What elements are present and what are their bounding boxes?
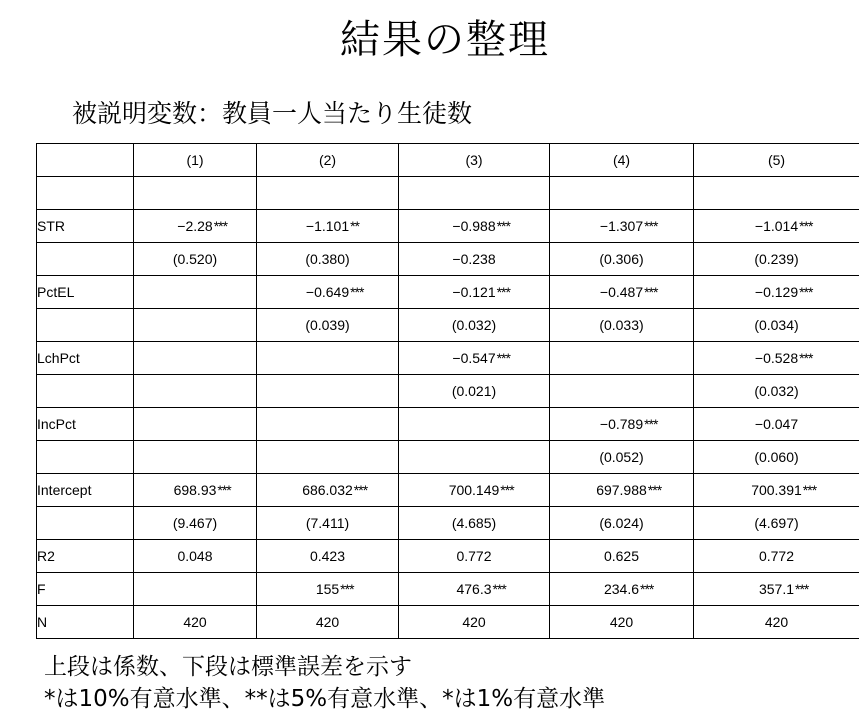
cell-value: −0.547 — [452, 350, 496, 366]
table-cell — [550, 177, 694, 210]
table-cell — [257, 507, 399, 540]
row-label: F — [37, 573, 134, 606]
significance-stars: *** — [799, 218, 813, 234]
table-cell — [134, 210, 257, 243]
table-header-row — [37, 144, 859, 177]
cell-value: 686.032 — [302, 482, 353, 498]
cell-value: (4.697) — [754, 515, 799, 531]
cell-value: (0.039) — [305, 317, 350, 333]
significance-stars: *** — [644, 284, 658, 300]
significance-stars: ** — [350, 218, 360, 234]
cell-value: (0.021) — [451, 383, 497, 399]
cell-value: 0.048 — [177, 548, 213, 564]
page-title: 結果の整理 — [340, 17, 550, 63]
table-row — [37, 210, 859, 243]
significance-stars: *** — [340, 581, 354, 597]
significance-stars: *** — [802, 482, 817, 498]
table-cell — [257, 309, 399, 342]
table-row — [37, 309, 859, 342]
cell-value: 0.625 — [603, 548, 640, 564]
cell-value: (7.411) — [305, 515, 350, 531]
table-cell — [694, 474, 859, 507]
table-row — [37, 342, 859, 375]
table-cell — [399, 408, 550, 441]
cell-value: 420 — [462, 614, 486, 630]
table-cell — [257, 573, 399, 606]
table-cell — [694, 408, 859, 441]
cell-value: (0.520) — [172, 251, 218, 267]
table-cell — [134, 408, 257, 441]
row-label — [37, 309, 134, 342]
cell-value: 420 — [609, 614, 634, 630]
table-cell — [399, 375, 550, 408]
row-label: LchPct — [37, 342, 134, 375]
table-cell — [550, 276, 694, 309]
cell-value: (0.306) — [599, 251, 644, 267]
cell-value: −0.528 — [754, 350, 799, 366]
cell-value: −1.307 — [599, 218, 644, 234]
footnote-coefficients: 上段は係数、下段は標準誤差を示す — [44, 654, 412, 680]
table-cell — [134, 540, 257, 573]
significance-stars: *** — [799, 350, 813, 366]
row-label — [37, 375, 134, 408]
cell-value: (0.380) — [305, 251, 350, 267]
significance-stars: *** — [799, 284, 813, 300]
table-cell — [399, 540, 550, 573]
table-row — [37, 243, 859, 276]
table-cell — [550, 309, 694, 342]
table-cell — [134, 606, 257, 639]
cell-value: −0.129 — [754, 284, 799, 300]
table-cell — [550, 474, 694, 507]
table-cell — [134, 474, 257, 507]
regression-results-table — [36, 143, 859, 639]
table-cell — [694, 573, 859, 606]
table-row — [37, 177, 859, 210]
footnote-significance: *は10%有意水準、**は5%有意水準、*は1%有意水準 — [44, 686, 606, 712]
significance-stars: *** — [213, 218, 228, 234]
table-cell — [550, 507, 694, 540]
cell-value: (0.033) — [599, 317, 644, 333]
cell-value: (0.052) — [599, 449, 644, 465]
cell-value: 234.6 — [603, 581, 640, 597]
row-label: STR — [37, 210, 134, 243]
header-model-5: (5) — [694, 144, 859, 177]
row-label — [37, 243, 134, 276]
cell-value: −1.101 — [305, 218, 350, 234]
significance-stars: *** — [644, 416, 658, 432]
cell-value: (4.685) — [451, 515, 497, 531]
cell-value: 420 — [183, 614, 207, 630]
table-cell — [694, 507, 859, 540]
table-cell — [257, 177, 399, 210]
table-cell — [399, 342, 550, 375]
header-model-3: (3) — [399, 144, 550, 177]
significance-stars: *** — [350, 284, 364, 300]
cell-value: −2.28 — [177, 218, 213, 234]
table-cell — [257, 408, 399, 441]
table-cell — [399, 210, 550, 243]
table-row — [37, 276, 859, 309]
cell-value: (0.032) — [451, 317, 497, 333]
table-cell — [694, 276, 859, 309]
significance-stars: *** — [500, 482, 514, 498]
header-model-4: (4) — [550, 144, 694, 177]
cell-value: (0.060) — [754, 449, 799, 465]
cell-value: 0.423 — [309, 548, 346, 564]
table-cell — [550, 375, 694, 408]
table-row — [37, 573, 859, 606]
table-cell — [257, 540, 399, 573]
table-cell — [399, 243, 550, 276]
dependent-variable-subtitle: 被説明変数：教員一人当たり生徒数 — [72, 99, 473, 128]
table-cell — [134, 243, 257, 276]
cell-value: 420 — [315, 614, 340, 630]
row-label: Intercept — [37, 474, 134, 507]
table-cell — [134, 276, 257, 309]
significance-stars: *** — [492, 581, 506, 597]
table-cell — [257, 474, 399, 507]
significance-stars: *** — [644, 218, 658, 234]
row-label — [37, 507, 134, 540]
cell-value: 420 — [764, 614, 789, 630]
significance-stars: *** — [496, 284, 510, 300]
table-cell — [694, 540, 859, 573]
table-cell — [134, 573, 257, 606]
cell-value: 0.772 — [456, 548, 492, 564]
table-row — [37, 408, 859, 441]
cell-value: 0.772 — [758, 548, 795, 564]
table-row — [37, 507, 859, 540]
table-cell — [694, 375, 859, 408]
table-row — [37, 606, 859, 639]
significance-stars: *** — [217, 482, 231, 498]
cell-value: (0.032) — [754, 383, 799, 399]
table-cell — [399, 573, 550, 606]
table-cell — [550, 408, 694, 441]
row-label: N — [37, 606, 134, 639]
header-corner-cell — [37, 144, 134, 177]
table-cell — [550, 606, 694, 639]
table-cell — [134, 441, 257, 474]
row-label — [37, 441, 134, 474]
cell-value: (0.034) — [754, 317, 799, 333]
cell-value: −1.014 — [754, 218, 799, 234]
row-label: PctEL — [37, 276, 134, 309]
cell-value: 698.93 — [173, 482, 217, 498]
table-cell — [694, 309, 859, 342]
table-cell — [257, 375, 399, 408]
table-cell — [399, 309, 550, 342]
table-cell — [550, 210, 694, 243]
table-cell — [550, 243, 694, 276]
cell-value: −0.047 — [754, 416, 799, 432]
cell-value: 476.3 — [456, 581, 492, 597]
cell-value: −0.649 — [305, 284, 350, 300]
table-cell — [399, 606, 550, 639]
table-cell — [257, 441, 399, 474]
table-cell — [399, 177, 550, 210]
table-cell — [399, 276, 550, 309]
table-cell — [399, 441, 550, 474]
table-cell — [134, 375, 257, 408]
header-model-1: (1) — [134, 144, 257, 177]
cell-value: −0.789 — [599, 416, 644, 432]
table-row — [37, 474, 859, 507]
significance-stars: *** — [496, 350, 510, 366]
table-cell — [694, 441, 859, 474]
table-cell — [694, 342, 859, 375]
cell-value: (6.024) — [599, 515, 644, 531]
header-model-2: (2) — [257, 144, 399, 177]
table-row — [37, 441, 859, 474]
cell-value: (0.239) — [754, 251, 799, 267]
table-cell — [257, 276, 399, 309]
cell-value: 155 — [315, 581, 340, 597]
cell-value: 697.988 — [596, 482, 647, 498]
significance-stars: *** — [353, 482, 368, 498]
table-cell — [694, 210, 859, 243]
table-cell — [257, 342, 399, 375]
table-cell — [550, 441, 694, 474]
cell-value: 700.391 — [751, 482, 802, 498]
table-cell — [257, 210, 399, 243]
table-cell — [694, 177, 859, 210]
table-row — [37, 540, 859, 573]
footnotes — [44, 651, 605, 715]
cell-value: (9.467) — [172, 515, 218, 531]
table-cell — [257, 243, 399, 276]
table-cell — [257, 606, 399, 639]
table-cell — [550, 573, 694, 606]
table-cell — [399, 474, 550, 507]
table-cell — [134, 177, 257, 210]
table-cell — [134, 309, 257, 342]
table-cell — [694, 606, 859, 639]
table-cell — [134, 507, 257, 540]
significance-stars: *** — [496, 218, 510, 234]
table-cell — [550, 540, 694, 573]
table-row — [37, 375, 859, 408]
table-cell — [399, 507, 550, 540]
table-cell — [550, 342, 694, 375]
table-cell — [694, 243, 859, 276]
cell-value: −0.487 — [599, 284, 644, 300]
significance-stars: *** — [795, 581, 809, 597]
row-label: IncPct — [37, 408, 134, 441]
cell-value: 357.1 — [758, 581, 795, 597]
cell-value: −0.238 — [452, 251, 496, 267]
row-label: R2 — [37, 540, 134, 573]
table-cell — [134, 342, 257, 375]
cell-value: 700.149 — [448, 482, 500, 498]
significance-stars: *** — [647, 482, 662, 498]
cell-value: −0.988 — [452, 218, 496, 234]
significance-stars: *** — [640, 581, 654, 597]
row-label — [37, 177, 134, 210]
cell-value: −0.121 — [452, 284, 496, 300]
